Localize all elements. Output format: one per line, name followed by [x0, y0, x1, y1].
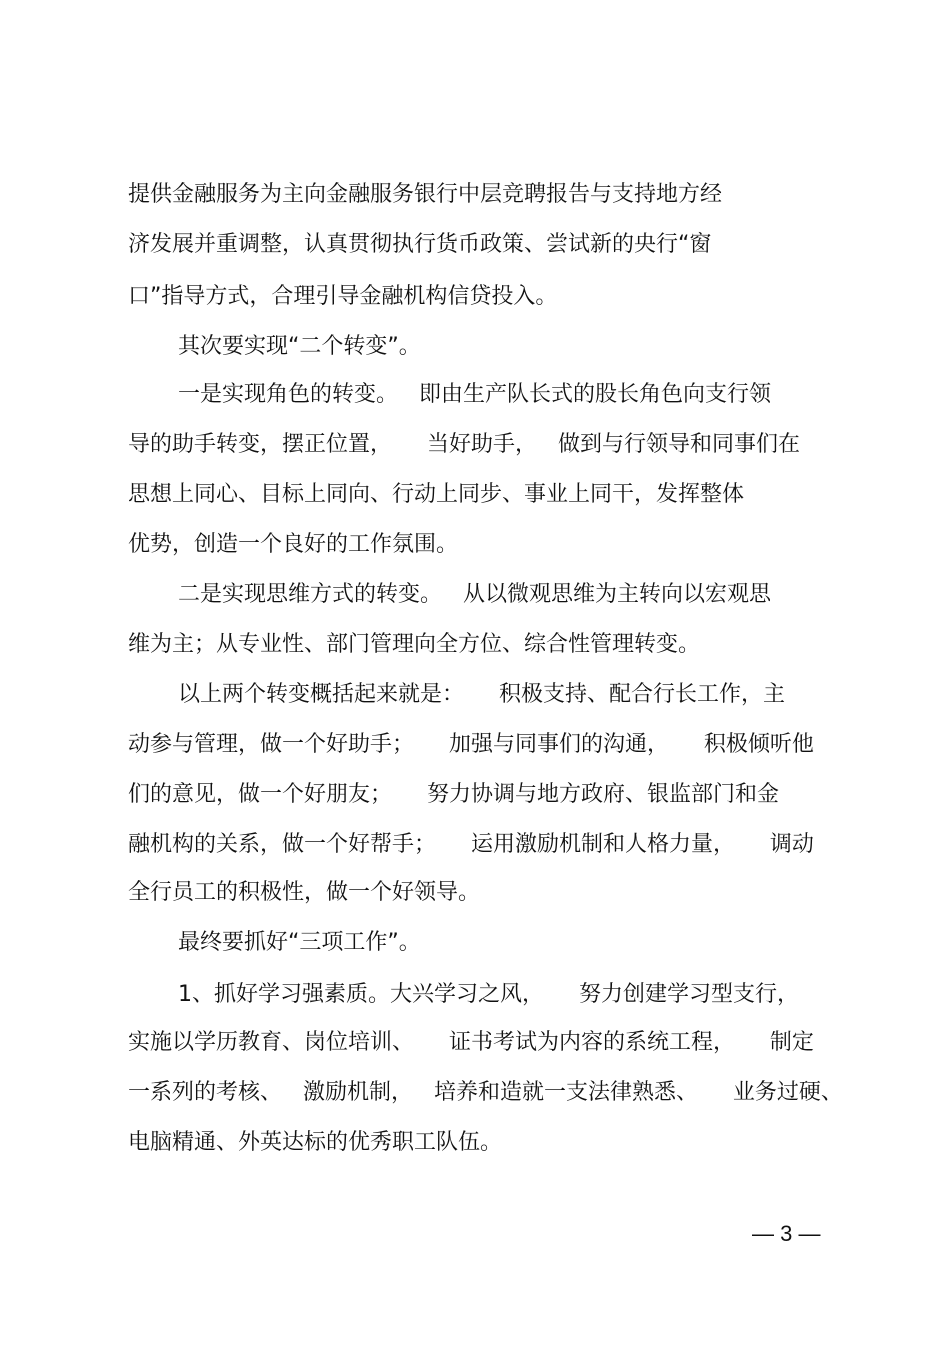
text-line: 1、抓好学习强素质。大兴学习之风， 努力创建学习型支行， — [178, 982, 799, 1007]
text-line: 一是实现角色的转变。 即由生产队长式的股长角色向支行领 — [178, 382, 771, 407]
text-line: 优势，创造一个良好的工作氛围。 — [128, 532, 459, 557]
text-line: 电脑精通、外英达标的优秀职工队伍。 — [128, 1130, 503, 1155]
text-line: 一系列的考核、 激励机制， 培养和造就一支法律熟悉、 业务过硬、 — [128, 1080, 843, 1105]
text-line: 口”指导方式，合理引导金融机构信贷投入。 — [128, 284, 558, 309]
text-line: 思想上同心、目标上同向、行动上同步、事业上同干，发挥整体 — [128, 482, 745, 507]
text-line: 最终要抓好“三项工作”。 — [178, 930, 421, 955]
text-line: 其次要实现“二个转变”。 — [178, 334, 421, 359]
text-line: 以上两个转变概括起来就是： 积极支持、配合行长工作，主 — [178, 682, 785, 707]
text-line: 融机构的关系，做一个好帮手； 运用激励机制和人格力量， 调动 — [128, 832, 814, 857]
text-line: 动参与管理，做一个好助手； 加强与同事们的沟通， 积极倾听他 — [128, 732, 814, 757]
text-line: 实施以学历教育、岗位培训、 证书考试为内容的系统工程， 制定 — [128, 1030, 814, 1055]
text-line: 二是实现思维方式的转变。 从以微观思维为主转向以宏观思 — [178, 582, 771, 607]
text-line: 济发展并重调整，认真贯彻执行货币政策、尝试新的央行“窗 — [128, 232, 712, 257]
text-line: 提供金融服务为主向金融服务银行中层竞聘报告与支持地方经 — [128, 182, 723, 207]
text-line: 维为主；从专业性、部门管理向全方位、综合性管理转变。 — [128, 632, 701, 657]
page-number: — 3 — — [752, 1221, 821, 1246]
text-line: 全行员工的积极性，做一个好领导。 — [128, 880, 481, 905]
text-line: 导的助手转变，摆正位置， 当好助手， 做到与行领导和同事们在 — [128, 432, 800, 457]
text-line: 们的意见，做一个好朋友； 努力协调与地方政府、银监部门和金 — [128, 782, 779, 807]
